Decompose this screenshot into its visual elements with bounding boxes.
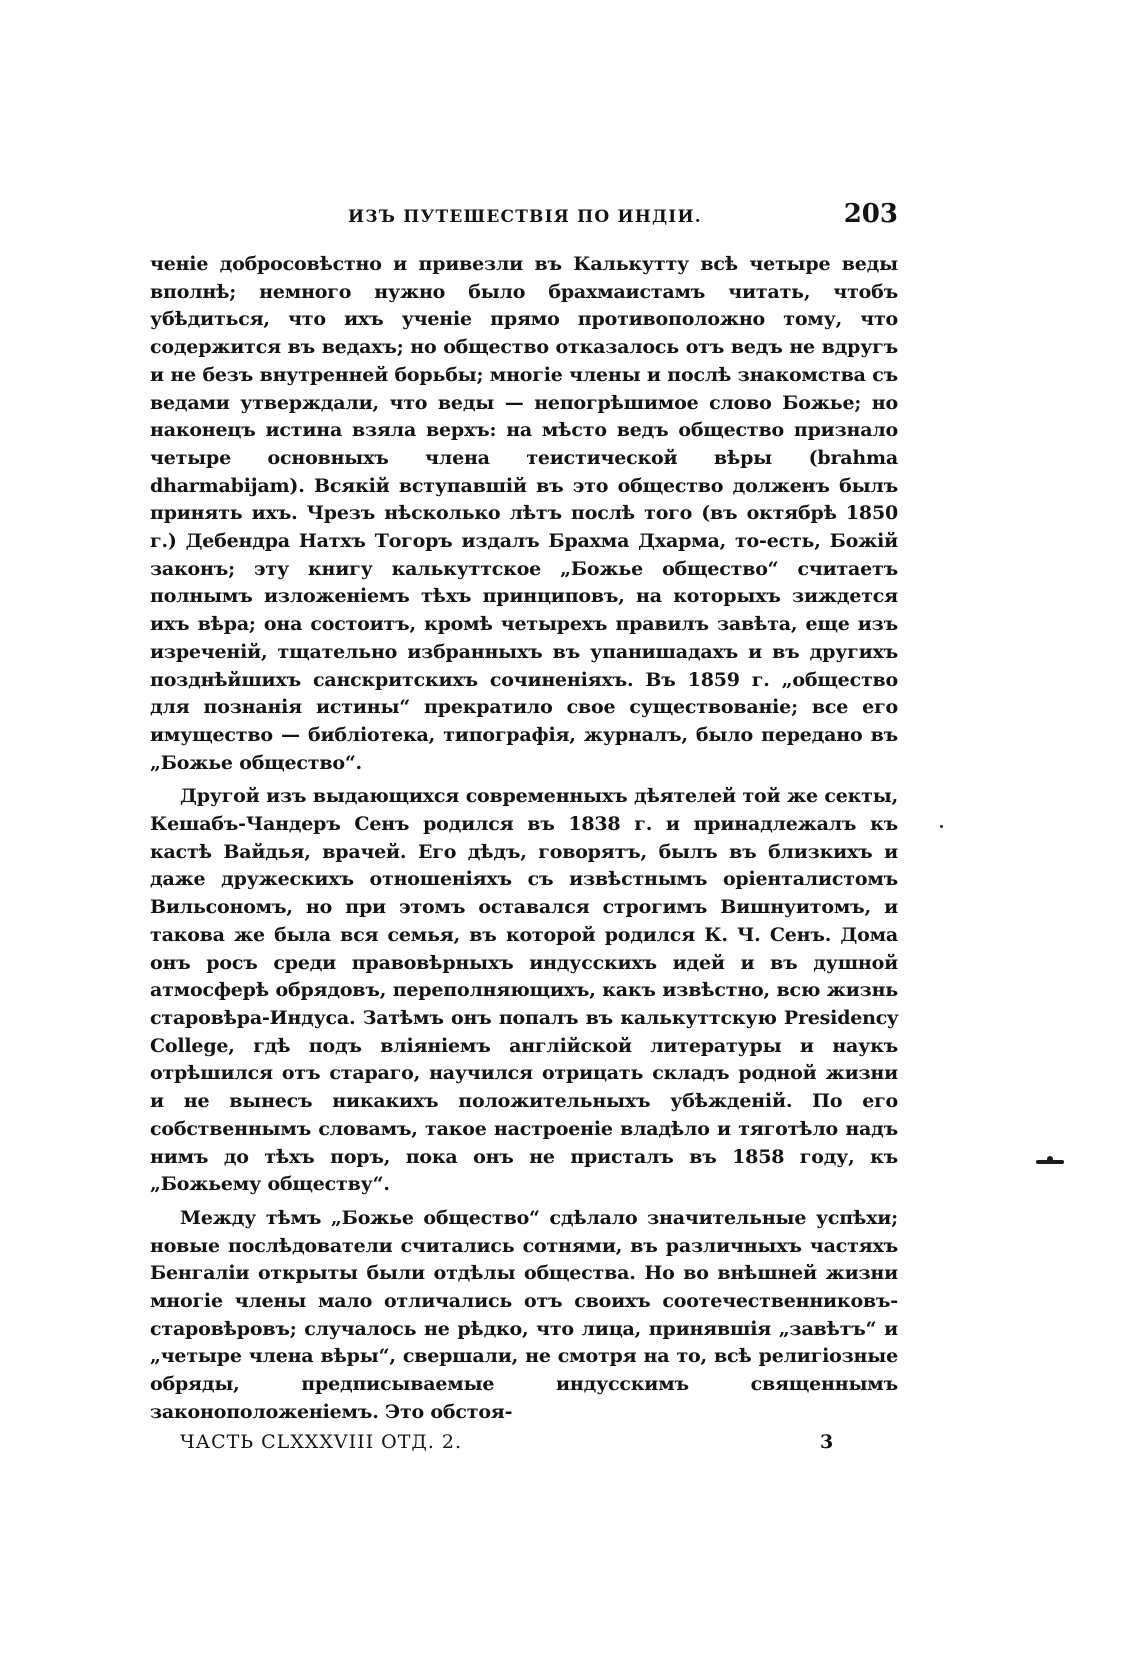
page-footer [150, 1431, 898, 1461]
printer-signature: ЧАСТЬ CLXXXVIII ОТД. 2. [180, 1430, 463, 1453]
running-head [150, 199, 898, 239]
page-number: 203 [843, 199, 898, 229]
page-edge-mark [1036, 1160, 1064, 1164]
paragraph-3: Между тѣмъ „Божье общество“ сдѣлало значительные успѣхи; новые послѣдователи считались сотнями, въ различныхъ частяхъ Бенгаліи открыты были отдѣлы общества. Но во внѣшней жизни многіе члены мало отличались отъ своихъ соотечественниковъ-старовѣровъ; случалось не рѣдко, что лица, принявшія „завѣтъ“ и „четыре члена вѣры“, свершали, не смотря на то, всѣ религіозные обряды, предписываемые индусскимъ священнымъ законоположеніемъ. Это обстоя- [150, 1206, 898, 1423]
paragraph-1: ченіе добросовѣстно и привезли въ Калькутту всѣ четыре веды вполнѣ; немного нужно было брахмаистамъ читать, чтобъ убѣдиться, что ихъ ученіе прямо противоположно тому, что содержится въ ведахъ; но общество отказалось отъ ведъ не вдругъ и не безъ внутренней борьбы; многіе члены и послѣ знакомства съ ведами утверждали, что веды — непогрѣшимое слово Божье; но наконецъ истина взяла верхъ: на мѣсто ведъ общество признало четыре основныхъ члена теистической вѣры (brahma dharmabijam). Всякій вступавшій въ это общество долженъ былъ принять ихъ. Чрезъ нѣсколько лѣтъ послѣ того (въ октябрѣ 1850 г.) Дебендра Натхъ Тогоръ издалъ Брахма Дхарма, то-есть, Божій законъ; эту книгу калькуттское „Божье общество“ считаетъ полнымъ изложеніемъ тѣхъ принциповъ, на которыхъ зиждется ихъ вѣра; она состоитъ, кромѣ четырехъ правилъ завѣта, еще изъ изреченій, тщательно избранныхъ въ упанишадахъ и въ другихъ позднѣйшихъ санскритскихъ сочиненіяхъ. Въ 1859 г. „общество для познанія истины“ прекратило свое существованіе; все его имущество — библіотека, типографія, журналъ, было передано въ „Божье общество“. [150, 253, 898, 774]
ink-speck [940, 825, 943, 828]
book-page [150, 199, 898, 1461]
body-text [150, 251, 898, 1427]
running-title: ИЗЪ ПУТЕШЕСТВІЯ ПО ИНДІИ. [348, 207, 702, 227]
sheet-number: 3 [820, 1430, 834, 1453]
paragraph-2: Другой изъ выдающихся современныхъ дѣятелей той же секты, Кешабъ-Чандеръ Сенъ родился въ 1838 г. и принадлежалъ къ кастѣ Вайдья, врачей. Его дѣдъ, говорятъ, былъ въ близкихъ и даже дружескихъ отношеніяхъ съ извѣстнымъ оріенталистомъ Вильсономъ, но при этомъ оставался строгимъ Вишнуитомъ, и такова же была вся семья, въ которой родился К. Ч. Сенъ. Дома онъ росъ среди правовѣрныхъ индусскихъ идей и въ душной атмосферѣ обрядовъ, переполняющихъ, какъ извѣстно, всю жизнь старовѣра-Индуса. Затѣмъ онъ попалъ въ калькуттскую Presidency College, гдѣ подъ вліяніемъ англійской литературы и наукъ отрѣшился отъ стараго, научился отрицать складъ родной жизни и не вынесъ никакихъ положительныхъ убѣжденій. По его собственнымъ словамъ, такое настроеніе владѣло и тяготѣло надъ нимъ до тѣхъ поръ, пока онъ не присталъ въ 1858 году, къ „Божьему обществу“. [150, 785, 898, 1196]
